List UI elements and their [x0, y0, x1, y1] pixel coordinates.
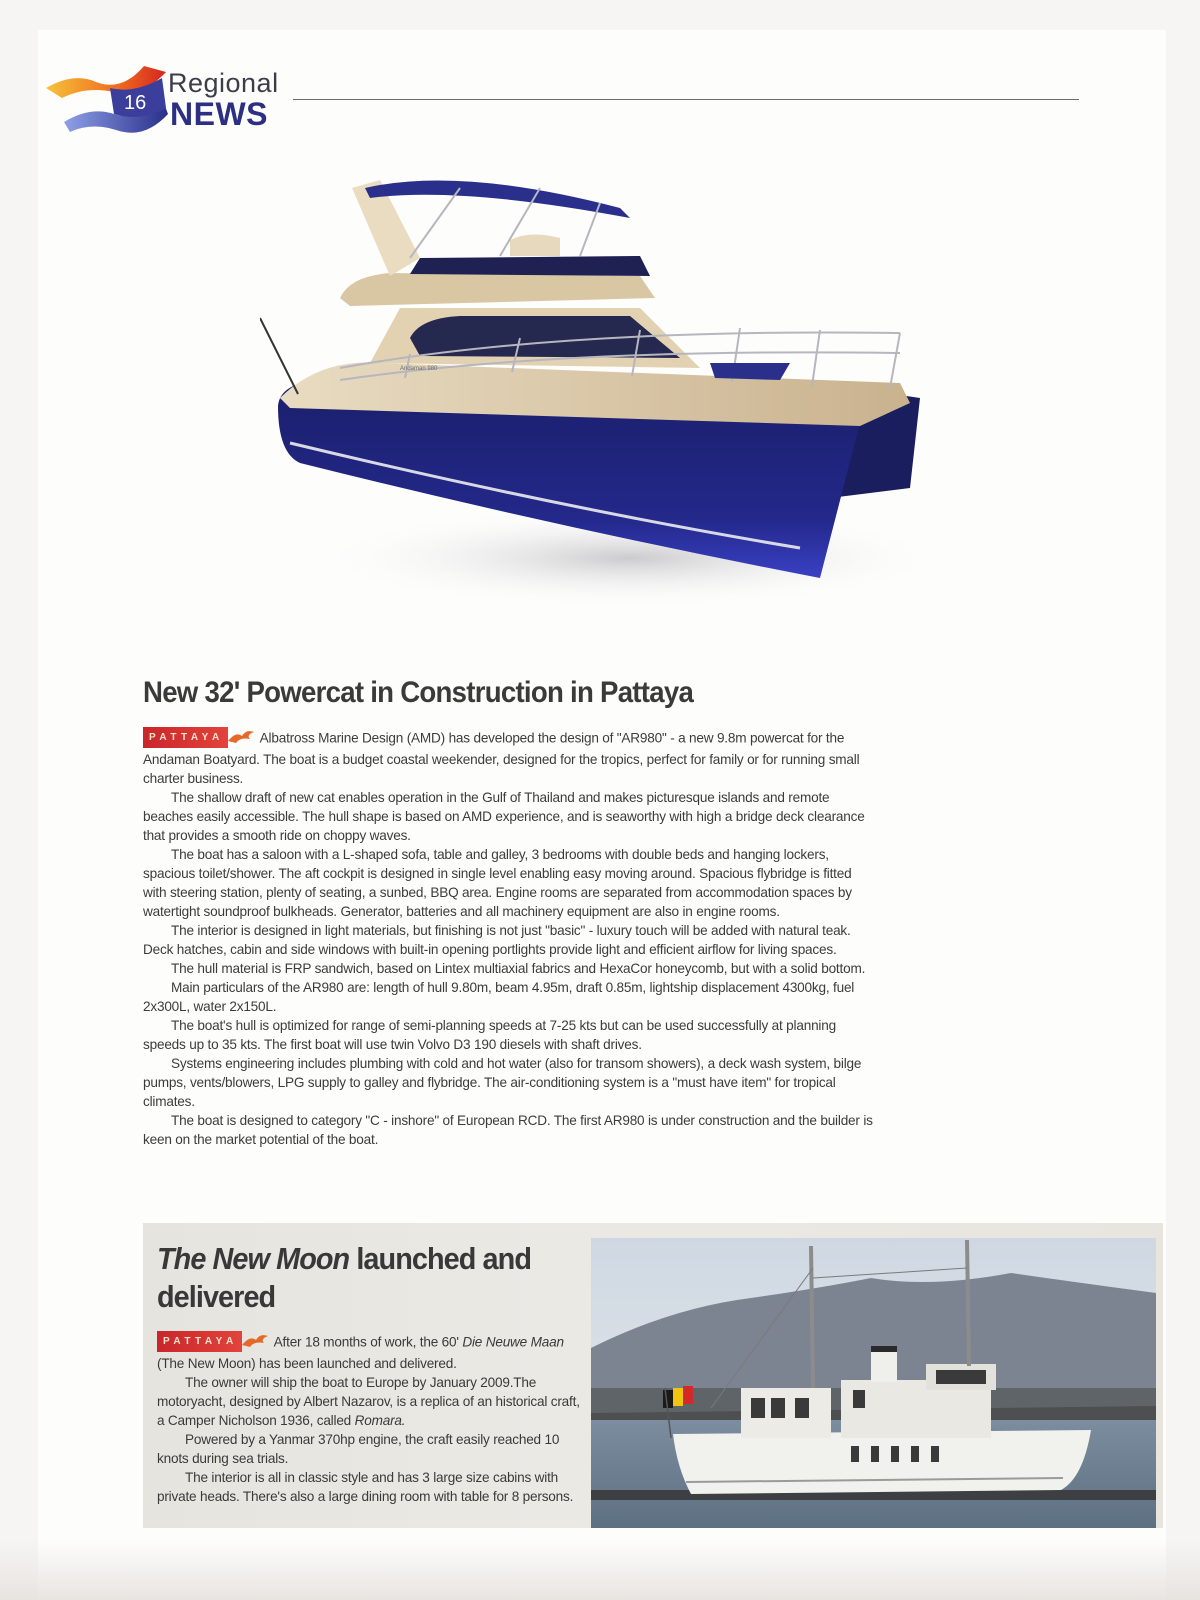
boat-name-italic: Die Neuwe Maan: [462, 1334, 564, 1350]
article-2-paragraph: Powered by a Yanmar 370hp engine, the craft easily reached 10 knots during sea trials.: [157, 1432, 560, 1466]
article-1-paragraph: Systems engineering includes plumbing with cold and hot water (also for transom showers), a deck wash system, bilge pumps, vents/blowers, LPG supply to galley and flybridge. The air-conditioning system is a "must have item" for tropical climates.: [143, 1056, 862, 1109]
pattaya-tag: [157, 1330, 268, 1352]
hull-lettering: Andaman 980: [400, 366, 438, 372]
article-1-paragraph-text: Albatross Marine Design (AMD) has developed the design of "AR980" - a new 9.8m powercat for the Andaman Boatyard. The boat is a budget coastal weekender, designed for the tropics, perfect for family or for running small charter business.: [143, 730, 860, 786]
header-rule: [293, 99, 1079, 100]
article-1-body: [143, 728, 875, 1149]
article-2-headline-italic: The New Moon: [157, 1241, 350, 1276]
pattaya-tag: [143, 726, 254, 748]
section-title-news: NEWS: [170, 96, 268, 132]
article-2-paragraph: [157, 1373, 582, 1430]
article-2-paragraph: [157, 1332, 582, 1373]
article-2-paragraph: The interior is all in classic style and has 3 large size cabins with private heads. There's also a large dining room with table for 8 persons.: [157, 1470, 574, 1504]
article-1-paragraph: The boat has a saloon with a L-shaped sofa, table and galley, 3 bedrooms with double beds and hanging lockers, spacious toilet/shower. The aft cockpit is designed in single level enabling easy moving around. Spacious flybridge is fitted with steering station, plenty of seating, a sunbed, BBQ area. Engine rooms are separated from accommodation spaces by watertight soundproof bulkheads. Generator, batteries and all machinery equipment are also in engine rooms.: [143, 847, 852, 919]
page-number: 16: [124, 92, 147, 114]
article-1-headline: New 32' Powercat in Construction in Pattaya: [143, 676, 694, 709]
article-new-moon: [157, 1240, 582, 1506]
flame-icon: [228, 729, 254, 743]
new-moon-photo: [591, 1238, 1156, 1528]
article-2-body: [157, 1332, 582, 1506]
article-2-text: The owner will ship the boat to Europe by January 2009.The motoryacht, designed by Albert Nazarov, is a replica of an historical craft, a Camper Nicholson 1936, called: [157, 1375, 580, 1428]
flame-icon: [242, 1333, 268, 1347]
powercat-render-image: [260, 158, 960, 623]
romara-italic: Romara.: [354, 1413, 406, 1428]
article-1-paragraph: The hull material is FRP sandwich, based on Lintex multiaxial fabrics and HexaCor honeycomb, but with a solid bottom.: [171, 961, 866, 976]
section-title-regional: Regional: [168, 68, 279, 98]
article-2-text: (The New Moon) has been launched and delivered.: [157, 1356, 457, 1371]
article-1-paragraph: The boat is designed to category "C - inshore" of European RCD. The first AR980 is under construction and the builder is keen on the market potential of the boat.: [143, 1113, 873, 1147]
article-1-paragraph: The boat's hull is optimized for range of semi-planning speeds at 7-25 kts but can be used successfully at planning speeds up to 35 kts. The first boat will use twin Volvo D3 190 diesels with shaft drives.: [143, 1018, 836, 1052]
article-1-paragraph: [143, 728, 875, 788]
page-bottom-shadow: [0, 1540, 1200, 1600]
pattaya-tag-label: PATTAYA: [143, 727, 228, 748]
article-1-paragraph: The interior is designed in light materials, but finishing is not just "basic" - luxury touch will be added with natural teak. Deck hatches, cabin and side windows with built-in opening portlights provide light and efficient airflow for living spaces.: [143, 923, 851, 957]
regional-news-masthead: [44, 58, 284, 140]
article-2-headline-rest: launched and delivered: [157, 1241, 532, 1314]
article-1-paragraph: The shallow draft of new cat enables operation in the Gulf of Thailand and makes picturesque islands and remote beaches easily accessible. The hull shape is based on AMD experience, and is seaworthy with high a bridge deck clearance that provides a smooth ride on choppy waves.: [143, 790, 865, 843]
article-1-paragraph: Main particulars of the AR980 are: length of hull 9.80m, beam 4.95m, draft 0.85m, lightship displacement 4300kg, fuel 2x300L, water 2x150L.: [143, 980, 855, 1014]
flag-ribbon-logo-icon: [44, 58, 174, 140]
article-2-headline: [157, 1240, 552, 1316]
article-2-text: After 18 months of work, the 60': [273, 1334, 463, 1350]
pattaya-tag-label: PATTAYA: [157, 1331, 242, 1352]
article-powercat: [143, 676, 875, 1149]
